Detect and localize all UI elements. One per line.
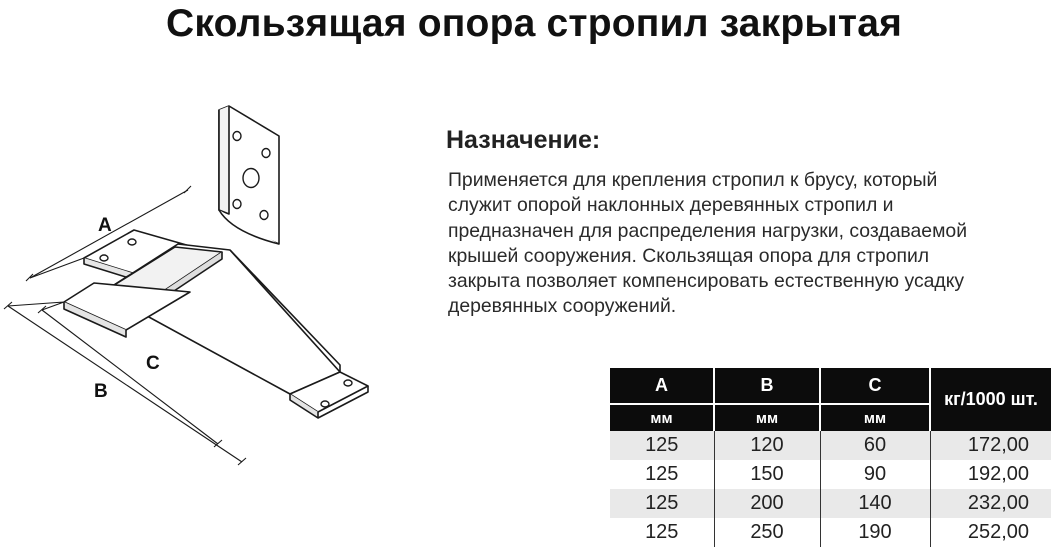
purpose-line: крышей сооружения. Скользящая опора для стропил: [448, 244, 930, 267]
table-row: [610, 518, 1051, 547]
unit-b: мм: [714, 404, 820, 431]
hole: [233, 132, 241, 141]
cell-b: 120: [714, 431, 820, 460]
hole: [100, 255, 108, 261]
cell-a: 125: [610, 489, 714, 518]
hole: [262, 149, 270, 158]
cell-a: 125: [610, 518, 714, 547]
cell-b: 200: [714, 489, 820, 518]
purpose-heading: Назначение:: [446, 126, 601, 154]
header-c: C: [820, 368, 930, 404]
hole: [321, 401, 329, 407]
vertical-plate-edge: [219, 106, 229, 214]
table-row: [610, 460, 1051, 489]
table-row: [610, 489, 1051, 518]
purpose-text: [448, 168, 1048, 320]
cell-b: 150: [714, 460, 820, 489]
cell-c: 140: [820, 489, 930, 518]
cell-weight: 172,00: [930, 431, 1051, 460]
hole: [243, 169, 259, 188]
hole: [128, 239, 136, 245]
cell-c: 90: [820, 460, 930, 489]
purpose-line: деревянных сооружений.: [448, 295, 677, 318]
purpose-line: закрыта позволяет компенсировать естественную усадку: [448, 270, 965, 293]
spec-table: [610, 368, 1051, 547]
cell-c: 60: [820, 431, 930, 460]
cell-weight: 252,00: [930, 518, 1051, 547]
header-a: A: [610, 368, 714, 404]
purpose-line: предназначен для распределения нагрузки, создаваемой: [448, 219, 968, 242]
dim-label-a: A: [98, 215, 112, 236]
dim-label-b: B: [94, 381, 108, 402]
bracket-drawing: [0, 95, 400, 480]
cell-weight: 232,00: [930, 489, 1051, 518]
purpose-line: Применяется для крепления стропил к брусу, который: [448, 169, 938, 191]
purpose-line: служит опорой наклонных деревянных стропил и: [448, 194, 894, 217]
hole: [344, 380, 352, 386]
hole: [233, 200, 241, 209]
table-row: [610, 431, 1051, 460]
cell-a: 125: [610, 460, 714, 489]
cell-a: 125: [610, 431, 714, 460]
dim-label-c: C: [146, 353, 160, 374]
header-weight: кг/1000 шт.: [930, 368, 1051, 431]
header-b: B: [714, 368, 820, 404]
page-title: Скользящая опора стропил закрытая: [166, 2, 903, 45]
hole: [260, 211, 268, 220]
unit-a: мм: [610, 404, 714, 431]
cell-weight: 192,00: [930, 460, 1051, 489]
cell-b: 250: [714, 518, 820, 547]
unit-c: мм: [820, 404, 930, 431]
cell-c: 190: [820, 518, 930, 547]
